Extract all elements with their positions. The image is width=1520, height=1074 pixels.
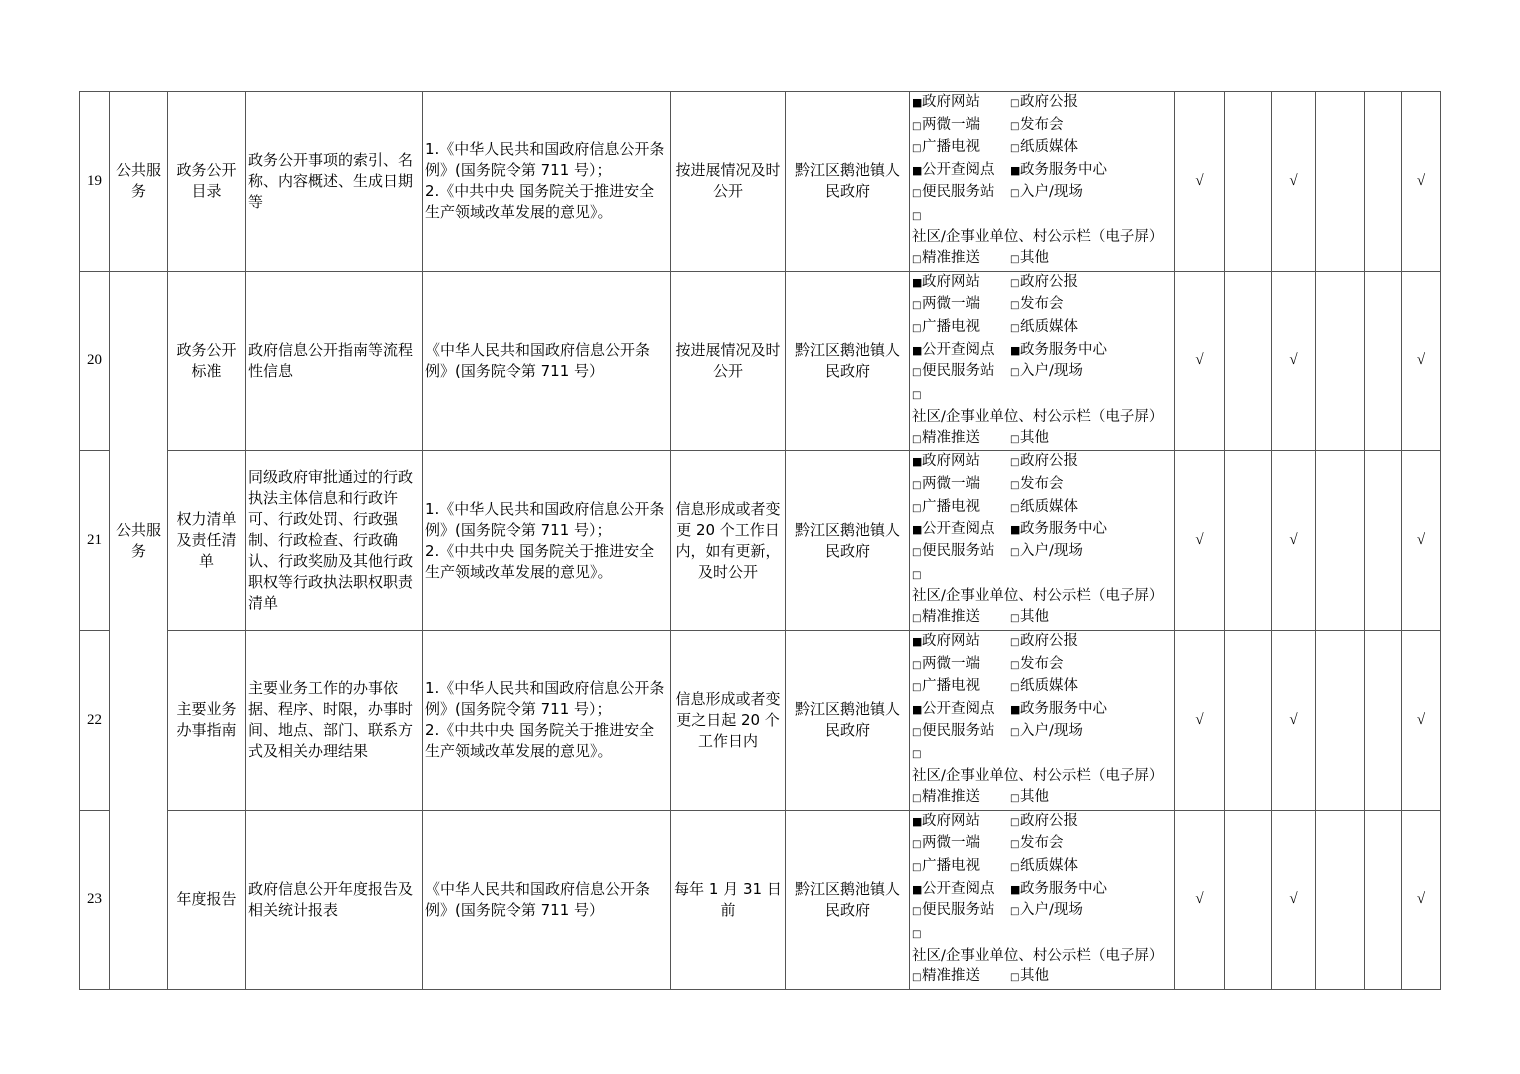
channel-label: 两微一端: [922, 116, 980, 133]
unchecked-box-icon: □: [912, 479, 922, 491]
channel-option: [1010, 631, 1172, 654]
channel-option: [912, 631, 1010, 654]
channel-option: [912, 721, 1010, 744]
row-number: 20: [80, 271, 110, 451]
channel-option: [1010, 497, 1172, 520]
channel-option: [912, 497, 1010, 520]
basis-cell: [423, 451, 671, 631]
channel-label: 两微一端: [922, 296, 980, 313]
channel-label: 纸质媒体: [1020, 498, 1078, 515]
basis-line: 《中华人民共和国政府信息公开条例》(国务院令第 711 号）: [425, 340, 651, 380]
channel-option: [1010, 160, 1172, 182]
channel-option: [912, 294, 1010, 317]
channel-option: [1010, 966, 1172, 989]
table-row: [80, 271, 1441, 451]
channel-option: [1010, 248, 1172, 271]
channels-cell: [910, 92, 1175, 272]
unchecked-box-icon: □: [912, 749, 922, 761]
unchecked-box-icon: □: [912, 187, 922, 199]
unchecked-box-icon: □: [912, 367, 922, 379]
unchecked-box-icon: □: [1010, 479, 1020, 491]
timing-cell: 信息形成或者变更之日起 20 个工作日内: [671, 630, 786, 810]
item-cell: 权力清单及责任清单: [168, 451, 246, 631]
unchecked-box-icon: □: [912, 502, 922, 514]
channel-option: [912, 272, 1010, 295]
channel-label: 公开查阅点: [922, 521, 995, 538]
channel-option: [912, 811, 1010, 834]
channel-option: [912, 428, 1010, 451]
unchecked-box-icon: □: [912, 839, 922, 851]
check-cell: √: [1272, 630, 1316, 810]
unchecked-box-icon: □: [912, 682, 922, 694]
channel-option: [1010, 92, 1172, 115]
unchecked-box-icon: □: [912, 906, 922, 918]
channel-label: 两微一端: [922, 835, 980, 852]
category-cell: [110, 630, 168, 810]
subject-cell: 黔江区鹅池镇人民政府: [786, 451, 910, 631]
channel-option: [912, 451, 1010, 474]
channel-option: [912, 654, 1010, 677]
check-cell: √: [1272, 271, 1316, 451]
content-cell: 政府信息公开指南等流程性信息: [246, 271, 423, 451]
channel-label: 便民服务站: [922, 722, 995, 739]
check-cell: √: [1175, 630, 1225, 810]
channel-option: [1010, 879, 1172, 901]
channel-label: 入户/现场: [1020, 543, 1083, 560]
unchecked-box-icon: □: [912, 433, 922, 445]
table-row: [80, 451, 1441, 631]
channel-option: [1010, 451, 1172, 474]
channel-option: [912, 856, 1010, 879]
check-cell: [1365, 630, 1402, 810]
basis-line: 1.《中华人民共和国政府信息公开条例》(国务院令第 711 号）；: [425, 140, 665, 180]
channel-option: [1010, 317, 1172, 340]
unchecked-box-icon: □: [1010, 457, 1020, 469]
channels-cell: [910, 810, 1175, 990]
channels-cell: [910, 451, 1175, 631]
channel-option: [912, 361, 1010, 384]
checked-box-icon: ■: [912, 455, 923, 469]
checked-box-icon: ■: [912, 702, 923, 716]
unchecked-box-icon: □: [1010, 547, 1020, 559]
unchecked-box-icon: □: [1010, 636, 1020, 648]
table-row: [80, 92, 1441, 272]
channel-label: 入户/现场: [1020, 902, 1083, 919]
channel-option: [912, 966, 1010, 989]
channel-label: 精准推送: [922, 249, 980, 266]
channel-label: 政务服务中心: [1020, 162, 1107, 179]
channel-label: 纸质媒体: [1020, 857, 1078, 874]
channel-label: 广播电视: [922, 498, 980, 515]
channel-label: 其他: [1020, 788, 1049, 805]
check-cell: √: [1175, 810, 1225, 990]
channel-label: 入户/现场: [1020, 183, 1083, 200]
item-cell: 政务公开标准: [168, 271, 246, 451]
check-cell: [1316, 92, 1365, 272]
unchecked-box-icon: □: [912, 929, 922, 941]
unchecked-box-icon: □: [912, 972, 922, 984]
channel-option: [912, 900, 1010, 923]
channel-label: 政府公报: [1020, 94, 1078, 110]
channel-option: [912, 317, 1010, 340]
checked-box-icon: ■: [912, 882, 923, 896]
unchecked-box-icon: □: [912, 569, 922, 581]
channel-option: [1010, 115, 1172, 138]
channel-option: [1010, 340, 1172, 362]
channel-label: 社区/企事业单位、村公示栏（电子屏）: [912, 947, 1164, 964]
channel-option: [1010, 519, 1172, 541]
channel-label: 政府网站: [922, 632, 980, 649]
unchecked-box-icon: □: [1010, 253, 1020, 265]
category-cell: 公共服务: [110, 92, 168, 272]
timing-cell: 每年 1 月 31 日前: [671, 810, 786, 990]
channel-option: [912, 541, 1010, 564]
checked-box-icon: ■: [1010, 702, 1021, 716]
unchecked-box-icon: □: [1010, 367, 1020, 379]
channel-label: 其他: [1020, 609, 1049, 626]
channel-label: 发布会: [1020, 475, 1064, 492]
item-cell: 主要业务办事指南: [168, 630, 246, 810]
channel-option: [912, 879, 1010, 901]
checked-box-icon: ■: [912, 523, 923, 537]
checked-box-icon: ■: [1010, 523, 1021, 537]
channel-option: [1010, 607, 1172, 630]
channel-option: [1010, 272, 1172, 295]
check-cell: [1316, 271, 1365, 451]
checked-box-icon: ■: [912, 275, 923, 289]
channel-option: [1010, 182, 1172, 205]
channel-option: [912, 699, 1010, 721]
channel-label: 入户/现场: [1020, 722, 1083, 739]
unchecked-box-icon: □: [912, 210, 922, 222]
channel-label: 政务服务中心: [1020, 521, 1107, 538]
unchecked-box-icon: □: [1010, 839, 1020, 851]
channel-label: 公开查阅点: [922, 162, 995, 179]
subject-cell: 黔江区鹅池镇人民政府: [786, 810, 910, 990]
channel-option: [912, 340, 1010, 362]
check-cell: √: [1272, 810, 1316, 990]
channel-label: 广播电视: [922, 857, 980, 874]
channel-label: 便民服务站: [922, 902, 995, 919]
subject-cell: 黔江区鹅池镇人民政府: [786, 92, 910, 272]
basis-line: 2.《中共中央 国务院关于推进安全生产领域改革发展的意见》。: [425, 182, 655, 222]
channel-option: [1010, 856, 1172, 879]
channel-option: [912, 92, 1010, 115]
channel-option: [1010, 699, 1172, 721]
basis-line: 2.《中共中央 国务院关于推进安全生产领域改革发展的意见》。: [425, 721, 655, 761]
content-cell: 主要业务工作的办事依据、程序、时限，办事时间、地点、部门、联系方式及相关办理结果: [246, 630, 423, 810]
channel-label: 精准推送: [922, 968, 980, 985]
row-number: 22: [80, 630, 110, 810]
channel-option: [912, 923, 1172, 966]
check-cell: √: [1175, 451, 1225, 631]
checked-box-icon: ■: [912, 814, 923, 828]
check-cell: [1225, 451, 1272, 631]
channel-label: 便民服务站: [922, 183, 995, 200]
unchecked-box-icon: □: [1010, 502, 1020, 514]
channel-option: [1010, 721, 1172, 744]
basis-cell: [423, 92, 671, 272]
table-row: [80, 810, 1441, 990]
check-cell: √: [1402, 271, 1441, 451]
channel-option: [912, 676, 1010, 699]
check-cell: √: [1402, 92, 1441, 272]
channel-option: [1010, 900, 1172, 923]
channel-label: 便民服务站: [922, 363, 995, 380]
channel-option: [912, 182, 1010, 205]
unchecked-box-icon: □: [1010, 277, 1020, 289]
channel-option: [1010, 833, 1172, 856]
unchecked-box-icon: □: [912, 659, 922, 671]
timing-cell: 按进展情况及时公开: [671, 271, 786, 451]
channel-option: [1010, 137, 1172, 160]
channel-label: 两微一端: [922, 475, 980, 492]
checked-box-icon: ■: [912, 96, 923, 109]
channel-option: [912, 115, 1010, 138]
content-cell: 政务公开事项的索引、名称、内容概述、生成日期等: [246, 92, 423, 272]
check-cell: [1316, 810, 1365, 990]
channel-label: 广播电视: [922, 678, 980, 695]
channel-label: 发布会: [1020, 835, 1064, 852]
check-cell: [1365, 451, 1402, 631]
channel-label: 政务服务中心: [1020, 700, 1107, 717]
check-cell: [1316, 630, 1365, 810]
channel-label: 政府网站: [922, 273, 980, 290]
content-cell: 政府信息公开年度报告及相关统计报表: [246, 810, 423, 990]
channel-label: 其他: [1020, 968, 1049, 985]
content-cell: 同级政府审批通过的行政执法主体信息和行政许可、行政处罚、行政强制、行政检查、行政确认、行政奖励及其他行政职权等行政执法职权职责清单: [246, 451, 423, 631]
checked-box-icon: ■: [1010, 343, 1021, 357]
unchecked-box-icon: □: [912, 861, 922, 873]
channel-option: [912, 205, 1172, 248]
basis-line: 1.《中华人民共和国政府信息公开条例》(国务院令第 711 号）；: [425, 679, 665, 719]
channel-label: 入户/现场: [1020, 363, 1083, 380]
unchecked-box-icon: □: [1010, 682, 1020, 694]
channel-option: [912, 607, 1010, 630]
unchecked-box-icon: □: [1010, 98, 1020, 109]
unchecked-box-icon: □: [1010, 187, 1020, 199]
unchecked-box-icon: □: [912, 726, 922, 738]
unchecked-box-icon: □: [1010, 120, 1020, 132]
basis-cell: [423, 271, 671, 451]
unchecked-box-icon: □: [912, 390, 922, 402]
channel-option: [1010, 428, 1172, 451]
channel-label: 政务服务中心: [1020, 341, 1107, 358]
unchecked-box-icon: □: [1010, 726, 1020, 738]
row-number: 19: [80, 92, 110, 272]
check-cell: √: [1402, 630, 1441, 810]
channel-label: 政府公报: [1020, 632, 1078, 649]
channel-option: [1010, 787, 1172, 810]
channel-option: [912, 248, 1010, 271]
channel-label: 政府网站: [922, 812, 980, 829]
basis-line: 1.《中华人民共和国政府信息公开条例》(国务院令第 711 号）；: [425, 499, 665, 539]
channel-option: [912, 743, 1172, 786]
channel-label: 公开查阅点: [922, 700, 995, 717]
channels-cell: [910, 630, 1175, 810]
unchecked-box-icon: □: [912, 323, 922, 335]
channel-label: 纸质媒体: [1020, 678, 1078, 695]
unchecked-box-icon: □: [912, 613, 922, 625]
unchecked-box-icon: □: [1010, 792, 1020, 804]
channel-label: 政府公报: [1020, 273, 1078, 290]
category-cell: 公共服务: [110, 451, 168, 631]
channel-label: 发布会: [1020, 655, 1064, 672]
unchecked-box-icon: □: [1010, 323, 1020, 335]
unchecked-box-icon: □: [1010, 300, 1020, 312]
channel-option: [1010, 361, 1172, 384]
unchecked-box-icon: □: [1010, 433, 1020, 445]
channel-label: 其他: [1020, 249, 1049, 266]
channel-label: 发布会: [1020, 116, 1064, 133]
check-cell: √: [1402, 451, 1441, 631]
item-cell: 政务公开目录: [168, 92, 246, 272]
channel-label: 公开查阅点: [922, 880, 995, 897]
channel-label: 精准推送: [922, 429, 980, 446]
unchecked-box-icon: □: [1010, 143, 1020, 155]
check-cell: [1365, 92, 1402, 272]
channel-label: 纸质媒体: [1020, 319, 1078, 336]
check-cell: [1225, 630, 1272, 810]
subject-cell: 黔江区鹅池镇人民政府: [786, 630, 910, 810]
channel-option: [1010, 654, 1172, 677]
unchecked-box-icon: □: [1010, 972, 1020, 984]
unchecked-box-icon: □: [912, 120, 922, 132]
unchecked-box-icon: □: [912, 143, 922, 155]
table-row: [80, 630, 1441, 810]
channel-label: 社区/企事业单位、村公示栏（电子屏）: [912, 768, 1164, 785]
channel-label: 社区/企事业单位、村公示栏（电子屏）: [912, 229, 1164, 246]
row-number: 21: [80, 451, 110, 631]
unchecked-box-icon: □: [1010, 659, 1020, 671]
channel-label: 广播电视: [922, 319, 980, 336]
check-cell: [1365, 271, 1402, 451]
channel-option: [1010, 474, 1172, 497]
channel-label: 精准推送: [922, 788, 980, 805]
channel-label: 政府公报: [1020, 453, 1078, 470]
unchecked-box-icon: □: [912, 253, 922, 265]
check-cell: √: [1175, 271, 1225, 451]
check-cell: [1225, 271, 1272, 451]
channel-label: 纸质媒体: [1020, 139, 1078, 156]
unchecked-box-icon: □: [1010, 816, 1020, 828]
unchecked-box-icon: □: [912, 547, 922, 559]
unchecked-box-icon: □: [1010, 906, 1020, 918]
row-number: 23: [80, 810, 110, 990]
basis-cell: [423, 630, 671, 810]
channel-label: 广播电视: [922, 139, 980, 156]
check-cell: √: [1175, 92, 1225, 272]
basis-line: 《中华人民共和国政府信息公开条例》(国务院令第 711 号）: [425, 879, 651, 919]
unchecked-box-icon: □: [1010, 613, 1020, 625]
channel-label: 两微一端: [922, 655, 980, 672]
channel-option: [1010, 676, 1172, 699]
timing-cell: 按进展情况及时公开: [671, 92, 786, 272]
channel-label: 政府网站: [922, 453, 980, 470]
channel-option: [1010, 541, 1172, 564]
check-cell: [1365, 810, 1402, 990]
channel-label: 发布会: [1020, 296, 1064, 313]
channel-option: [912, 137, 1010, 160]
subject-cell: 黔江区鹅池镇人民政府: [786, 271, 910, 451]
channel-option: [912, 787, 1010, 810]
unchecked-box-icon: □: [1010, 861, 1020, 873]
channel-option: [912, 384, 1172, 427]
channel-label: 精准推送: [922, 609, 980, 626]
channel-label: 政府公报: [1020, 812, 1078, 829]
basis-cell: [423, 810, 671, 990]
channel-label: 社区/企事业单位、村公示栏（电子屏）: [912, 588, 1164, 605]
channel-option: [912, 474, 1010, 497]
category-cell: [110, 810, 168, 990]
basis-line: 2.《中共中央 国务院关于推进安全生产领域改革发展的意见》。: [425, 541, 655, 581]
check-cell: √: [1272, 92, 1316, 272]
checked-box-icon: ■: [1010, 164, 1021, 178]
check-cell: [1225, 92, 1272, 272]
check-cell: √: [1402, 810, 1441, 990]
checked-box-icon: ■: [1010, 882, 1021, 896]
timing-cell: 信息形成或者变更 20 个工作日内，如有更新，及时公开: [671, 451, 786, 631]
channel-option: [912, 160, 1010, 182]
checked-box-icon: ■: [912, 164, 923, 178]
category-cell: [110, 271, 168, 451]
channel-label: 公开查阅点: [922, 341, 995, 358]
checked-box-icon: ■: [912, 634, 923, 648]
unchecked-box-icon: □: [912, 792, 922, 804]
check-cell: [1225, 810, 1272, 990]
channel-option: [1010, 811, 1172, 834]
channel-label: 其他: [1020, 429, 1049, 446]
channel-option: [912, 519, 1010, 541]
channel-option: [1010, 294, 1172, 317]
channel-label: 政务服务中心: [1020, 880, 1107, 897]
channel-option: [912, 564, 1172, 607]
check-cell: [1316, 451, 1365, 631]
channel-option: [912, 833, 1010, 856]
unchecked-box-icon: □: [912, 300, 922, 312]
disclosure-table: [79, 91, 1441, 990]
channel-label: 社区/企事业单位、村公示栏（电子屏）: [912, 408, 1164, 425]
channel-label: 政府网站: [922, 94, 980, 110]
check-cell: √: [1272, 451, 1316, 631]
channel-label: 便民服务站: [922, 543, 995, 560]
channels-cell: [910, 271, 1175, 451]
item-cell: 年度报告: [168, 810, 246, 990]
checked-box-icon: ■: [912, 343, 923, 357]
